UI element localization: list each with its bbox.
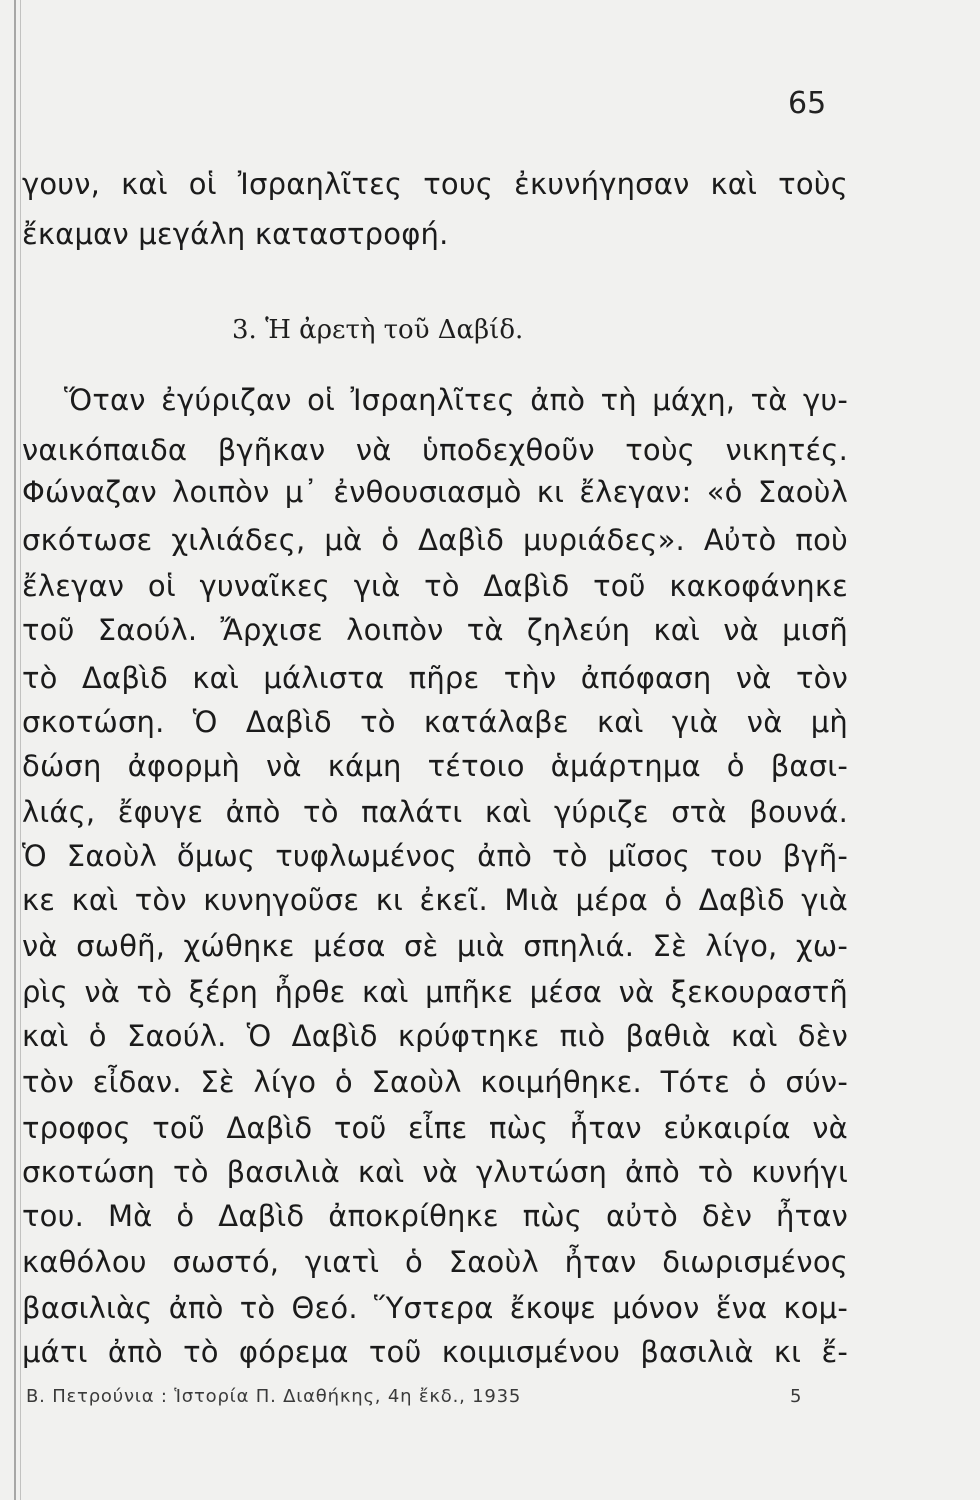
section-heading: 3. Ἡ ἀρετὴ τοῦ Δαβίδ. [232,315,524,345]
footer-signature-mark: 5 [790,1386,802,1407]
text-line: καθόλου σωστό, γιατὶ ὁ Σαοὺλ ἦταν διωρισμένος [22,1245,848,1279]
text-line: ἔλεγαν οἱ γυναῖκες γιὰ τὸ Δαβὶδ τοῦ κακοφάνηκε [22,569,848,603]
text-line: ναικόπαιδα βγῆκαν νὰ ὑποδεχθοῦν τοὺς νικητές. [22,433,848,467]
text-line: Ὅταν ἐγύριζαν οἱ Ἰσραηλῖτες ἀπὸ τὴ μάχη, τὰ γυ- [64,383,848,417]
text-line: βασιλιὰς ἀπὸ τὸ Θεό. Ὕστερα ἔκοψε μόνον ἕνα κομ- [22,1291,848,1325]
text-line: σκότωσε χιλιάδες, μὰ ὁ Δαβὶδ μυριάδες». Αὐτὸ ποὺ [22,523,848,557]
text-line: Ὁ Σαοὺλ ὅμως τυφλωμένος ἀπὸ τὸ μῖσος του βγῆ- [22,839,848,873]
text-line: τροφος τοῦ Δαβὶδ τοῦ εἶπε πὼς ἦταν εὐκαιρία νὰ [22,1111,848,1145]
text-line: ρὶς νὰ τὸ ξέρη ἦρθε καὶ μπῆκε μέσα νὰ ξεκουραστῆ [22,975,848,1009]
text-line: γουν, καὶ οἱ Ἰσραηλῖτες τους ἐκυνήγησαν καὶ τοὺς [22,167,848,201]
text-line: σκοτώση. Ὁ Δαβὶδ τὸ κατάλαβε καὶ γιὰ νὰ μὴ [22,705,848,739]
text-line: λιάς, ἔφυγε ἀπὸ τὸ παλάτι καὶ γύριζε στὰ βουνά. [22,795,848,829]
text-line: τοῦ Σαούλ. Ἄρχισε λοιπὸν τὰ ζηλεύη καὶ νὰ μισῆ [22,613,848,647]
binding-edge [14,0,16,1500]
text-line: τὸ Δαβὶδ καὶ μάλιστα πῆρε τὴν ἀπόφαση νὰ τὸν [22,661,848,695]
text-line: δώση ἀφορμὴ νὰ κάμη τέτοιο ἁμάρτημα ὁ βασι- [22,749,848,783]
footer-citation: Β. Πετρούνια : Ἱστορία Π. Διαθήκης, 4η ἔκδ., 1935 [26,1386,522,1407]
text-line: καὶ ὁ Σαούλ. Ὁ Δαβὶδ κρύφτηκε πιὸ βαθιὰ καὶ δὲν [22,1019,848,1053]
text-line: τὸν εἶδαν. Σὲ λίγο ὁ Σαοὺλ κοιμήθηκε. Τότε ὁ σύν- [22,1065,848,1099]
text-line: Φώναζαν λοιπὸν μ᾽ ἐνθουσιασμὸ κι ἔλεγαν: «ὁ Σαοὺλ [22,475,848,509]
text-line: μάτι ἀπὸ τὸ φόρεμα τοῦ κοιμισμένου βασιλιὰ κι ἔ- [22,1335,848,1369]
text-line: ἔκαμαν μεγάλη καταστροφή. [22,217,449,251]
binding-edge-shadow [20,0,21,1500]
text-line: νὰ σωθῆ, χώθηκε μέσα σὲ μιὰ σπηλιά. Σὲ λίγο, χω- [22,929,848,963]
text-line: κε καὶ τὸν κυνηγοῦσε κι ἐκεῖ. Μιὰ μέρα ὁ Δαβὶδ γιὰ [22,883,848,917]
page-number: 65 [788,86,827,121]
text-line: σκοτώση τὸ βασιλιὰ καὶ νὰ γλυτώση ἀπὸ τὸ κυνήγι [22,1155,848,1189]
text-line: του. Μὰ ὁ Δαβὶδ ἀποκρίθηκε πὼς αὐτὸ δὲν ἦταν [22,1199,848,1233]
